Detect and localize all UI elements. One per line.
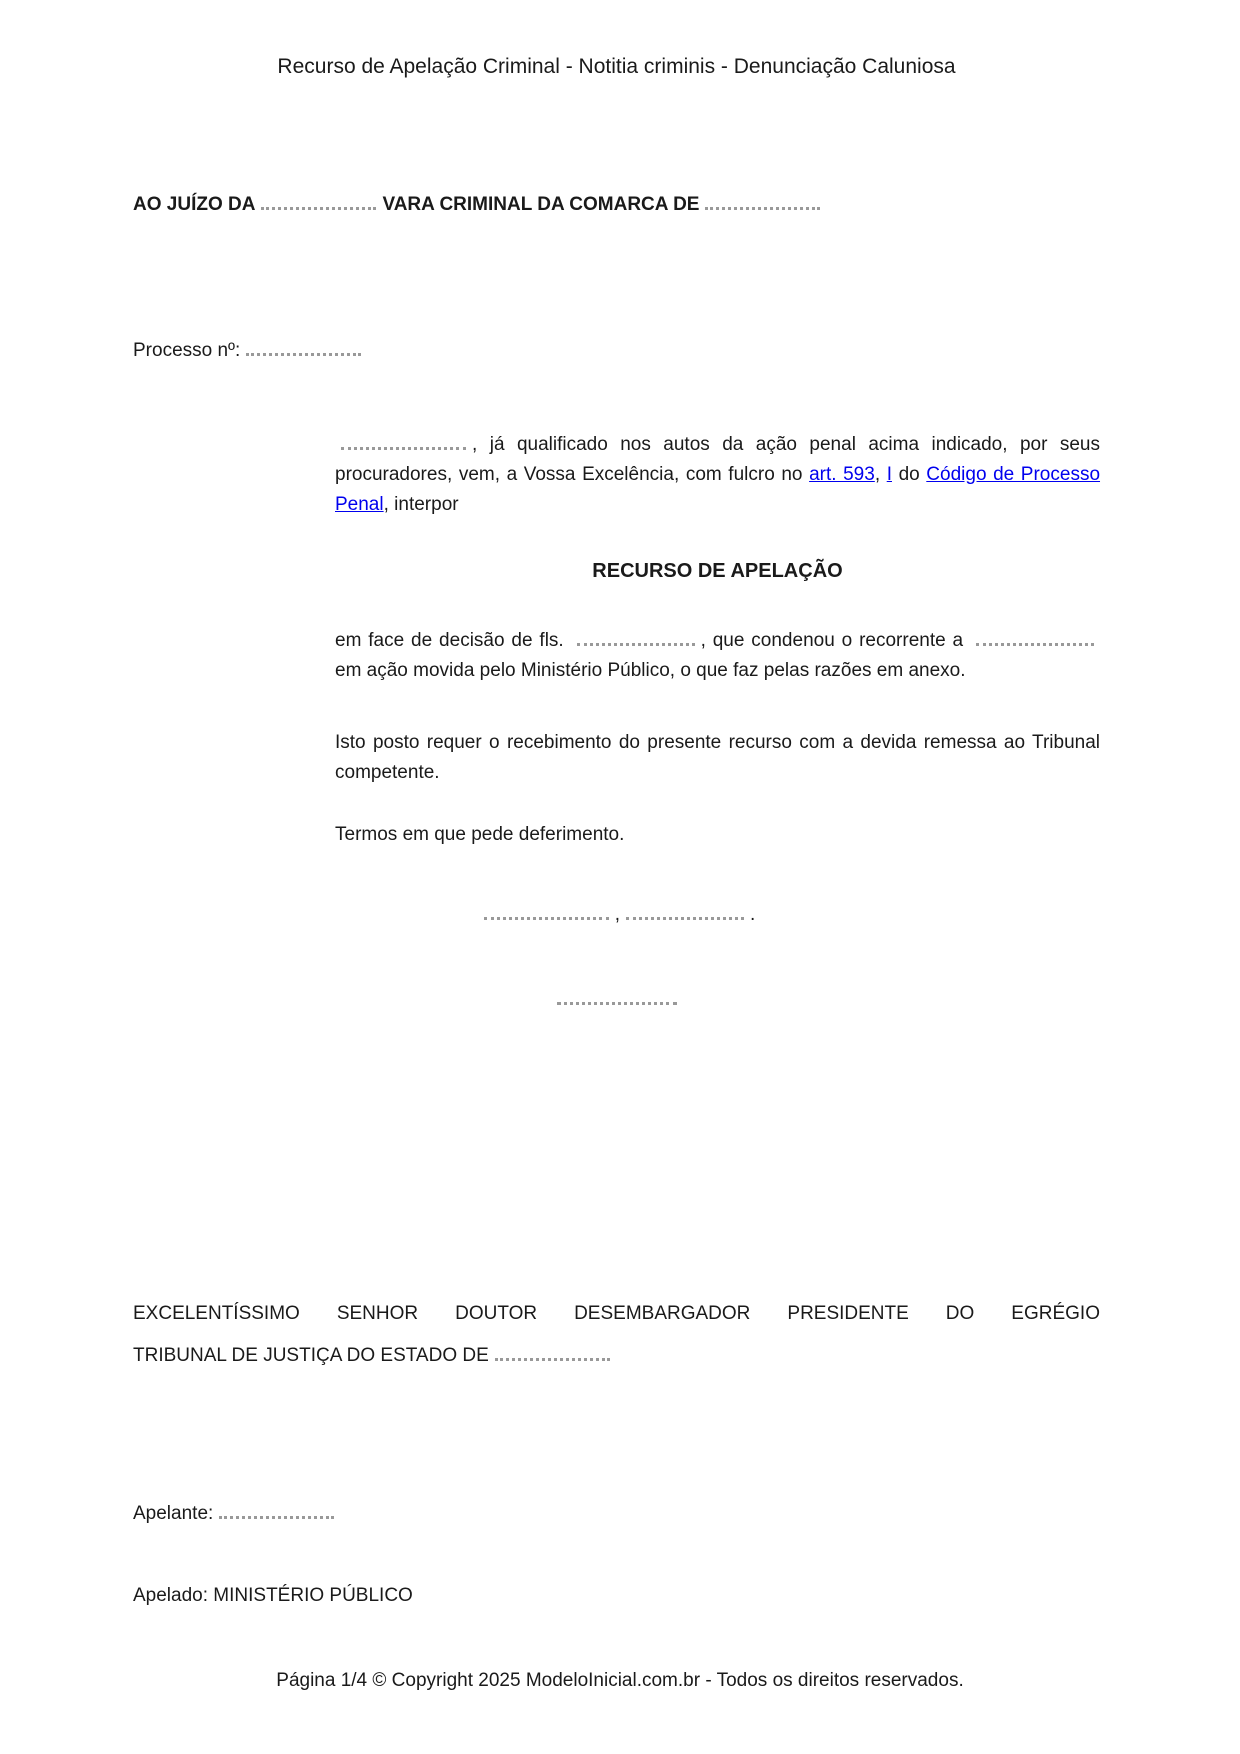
appellee-line: Apelado: MINISTÉRIO PÚBLICO <box>133 1585 413 1606</box>
appellant-name-blank-field[interactable] <box>341 420 466 450</box>
grounds-text-2: , que condenou o recorrente a <box>700 630 970 651</box>
state-blank-field[interactable] <box>495 1331 610 1361</box>
dateline-period: . <box>750 904 756 925</box>
document-title: Recurso de Apelação Criminal - Notitia criminis - Denunciação Caluniosa <box>277 55 956 78</box>
closing-paragraph: Termos em que pede deferimento. <box>335 824 625 845</box>
court-heading-suffix: VARA CRIMINAL DA COMARCA DE <box>382 194 700 215</box>
link-codigo-processo-penal[interactable]: Código de Processo Penal <box>335 464 1101 515</box>
addressee-paragraph <box>133 1296 1100 1373</box>
court-heading <box>133 180 1100 222</box>
fls-blank-field[interactable] <box>577 616 695 646</box>
petition-body <box>335 420 1100 850</box>
process-number-label: Processo nº: <box>133 340 241 361</box>
court-number-blank-field[interactable] <box>261 180 376 210</box>
appellant-blank-field[interactable] <box>219 1489 334 1519</box>
dateline-comma: , <box>614 904 620 925</box>
process-number-line <box>133 326 1100 368</box>
link-inciso-i[interactable]: I <box>886 464 892 485</box>
opening-separator-2: do <box>891 464 927 485</box>
opening-paragraph <box>335 420 1100 520</box>
addressee-line-2 <box>133 1331 1100 1373</box>
link-art-593[interactable]: art. 593 <box>809 464 875 485</box>
process-number-blank-field[interactable] <box>246 326 361 356</box>
opening-separator-1: , <box>874 464 887 485</box>
comarca-blank-field[interactable] <box>705 180 820 210</box>
date-place-line <box>133 890 1100 933</box>
signature-line <box>133 975 1100 1018</box>
addressee-line-1: EXCELENTÍSSIMO SENHOR DOUTOR DESEMBARGADOR PRESIDENTE DO EGRÉGIO <box>133 1303 1100 1324</box>
date-blank-field[interactable] <box>626 890 744 920</box>
sentence-blank-field[interactable] <box>976 616 1094 646</box>
court-heading-prefix: AO JUÍZO DA <box>133 194 256 215</box>
appellant-line <box>133 1489 1100 1531</box>
appellant-label: Apelante: <box>133 1503 214 1524</box>
appeal-heading: RECURSO DE APELAÇÃO <box>592 560 843 582</box>
opening-text-end: , interpor <box>383 494 459 515</box>
grounds-text-3: em ação movida pelo Ministério Público, o que faz pelas razões em anexo. <box>335 660 966 681</box>
addressee-line-2-text: TRIBUNAL DE JUSTIÇA DO ESTADO DE <box>133 1345 489 1366</box>
place-blank-field[interactable] <box>484 890 609 920</box>
signature-blank-field[interactable] <box>557 975 677 1005</box>
request-paragraph: Isto posto requer o recebimento do presente recurso com a devida remessa ao Tribunal competente. <box>335 732 1100 783</box>
grounds-text-1: em face de decisão de fls. <box>335 630 571 651</box>
page-footer: Página 1/4 © Copyright 2025 ModeloInicial.com.br - Todos os direitos reservados. <box>276 1670 964 1691</box>
grounds-paragraph <box>335 616 1100 686</box>
opening-text: , já qualificado nos autos da ação penal acima indicado, por seus procuradores, vem, a Vossa Excelência, com fulcro no <box>335 434 1100 485</box>
